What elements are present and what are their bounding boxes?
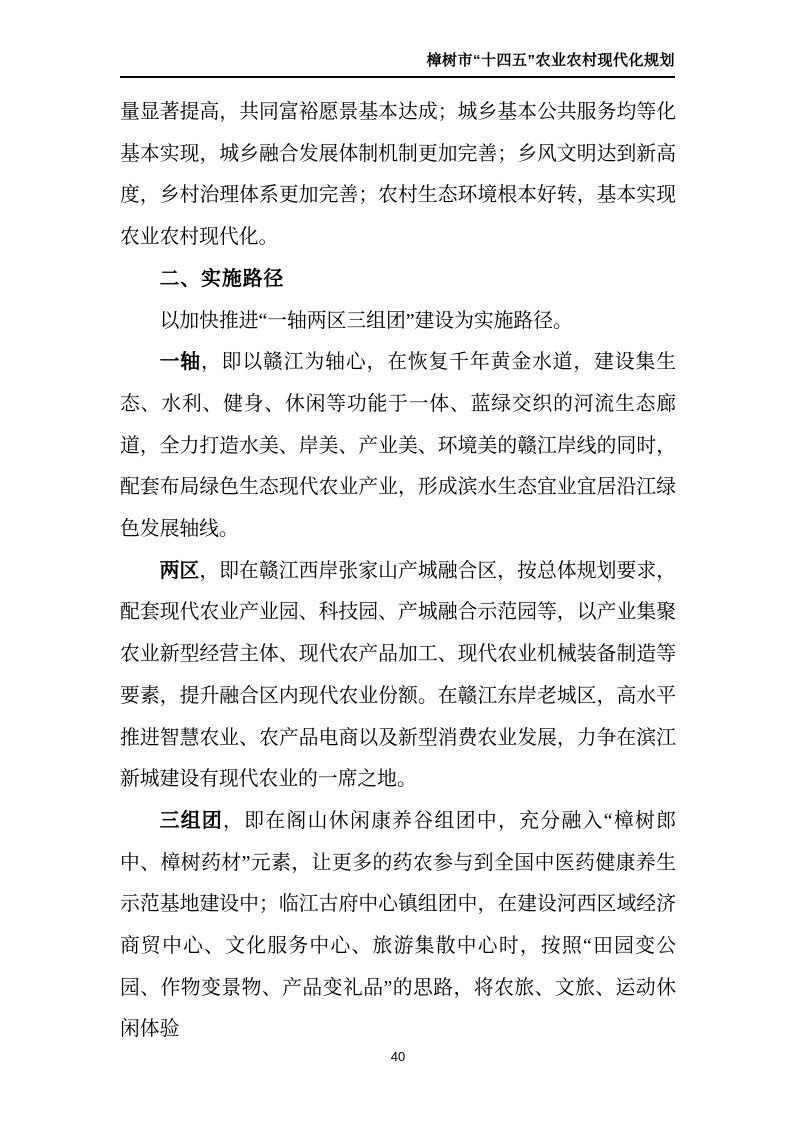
one-axis-text: ，即以赣江为轴心，在恢复千年黄金水道，建设集生态、水利、健身、休闲等功能于一体、蓝绿交织的河流生态廊道，全力打造水美、岸美、产业美、环境美的赣江岸线的同时，配套布局绿色生态现代农业产业，形成滨水生态宜业宜居沿江绿色发展轴线。 [120,351,676,541]
three-clusters-lead: 三组团 [159,809,224,832]
paragraph-one-axis [120,342,676,551]
one-axis-lead: 一轴 [159,351,201,374]
header-title: 樟树市“十四五”农业农村现代化规划 [426,52,675,69]
paragraph-two-zones [120,551,676,801]
section-heading: 二、实施路径 [159,267,285,290]
document-body [120,92,676,1051]
paragraph-three-clusters [120,801,676,1051]
paragraph-implementation-path: 以加快推进“一轴两区三组团”建设为实施路径。 [159,309,573,332]
page-header [120,52,675,78]
three-clusters-text: ，即在阁山休闲康养谷组团中，充分融入“樟树郎中、樟树药材”元素，让更多的药农参与到全国中医药健康养生示范基地建设中；临江古府中心镇组团中，在建设河西区域经济商贸中心、文化服务中心、旅游集散中心时，按照“田园变公园、作物变景物、产品变礼品”的思路，将农旅、文旅、运动休闲体验 [120,809,676,1041]
two-zones-lead: 两区 [159,559,200,582]
page-number: 40 [390,1049,406,1064]
paragraph-goals-continuation: 量显著提高，共同富裕愿景基本达成；城乡基本公共服务均等化基本实现，城乡融合发展体制机制更加完善；乡风文明达到新高度，乡村治理体系更加完善；农村生态环境根本好转，基本实现农业农村现代化。 [120,101,676,249]
page-footer [120,1049,676,1065]
two-zones-text: ，即在赣江西岸张家山产城融合区，按总体规划要求，配套现代农业产业园、科技园、产城融合示范园等，以产业集聚农业新型经营主体、现代农产品加工、现代农业机械装备制造等要素，提升融合区内现代农业份额。在赣江东岸老城区，高水平推进智慧农业、农产品电商以及新型消费农业发展，力争在滨江新城建设有现代农业的一席之地。 [120,559,676,791]
